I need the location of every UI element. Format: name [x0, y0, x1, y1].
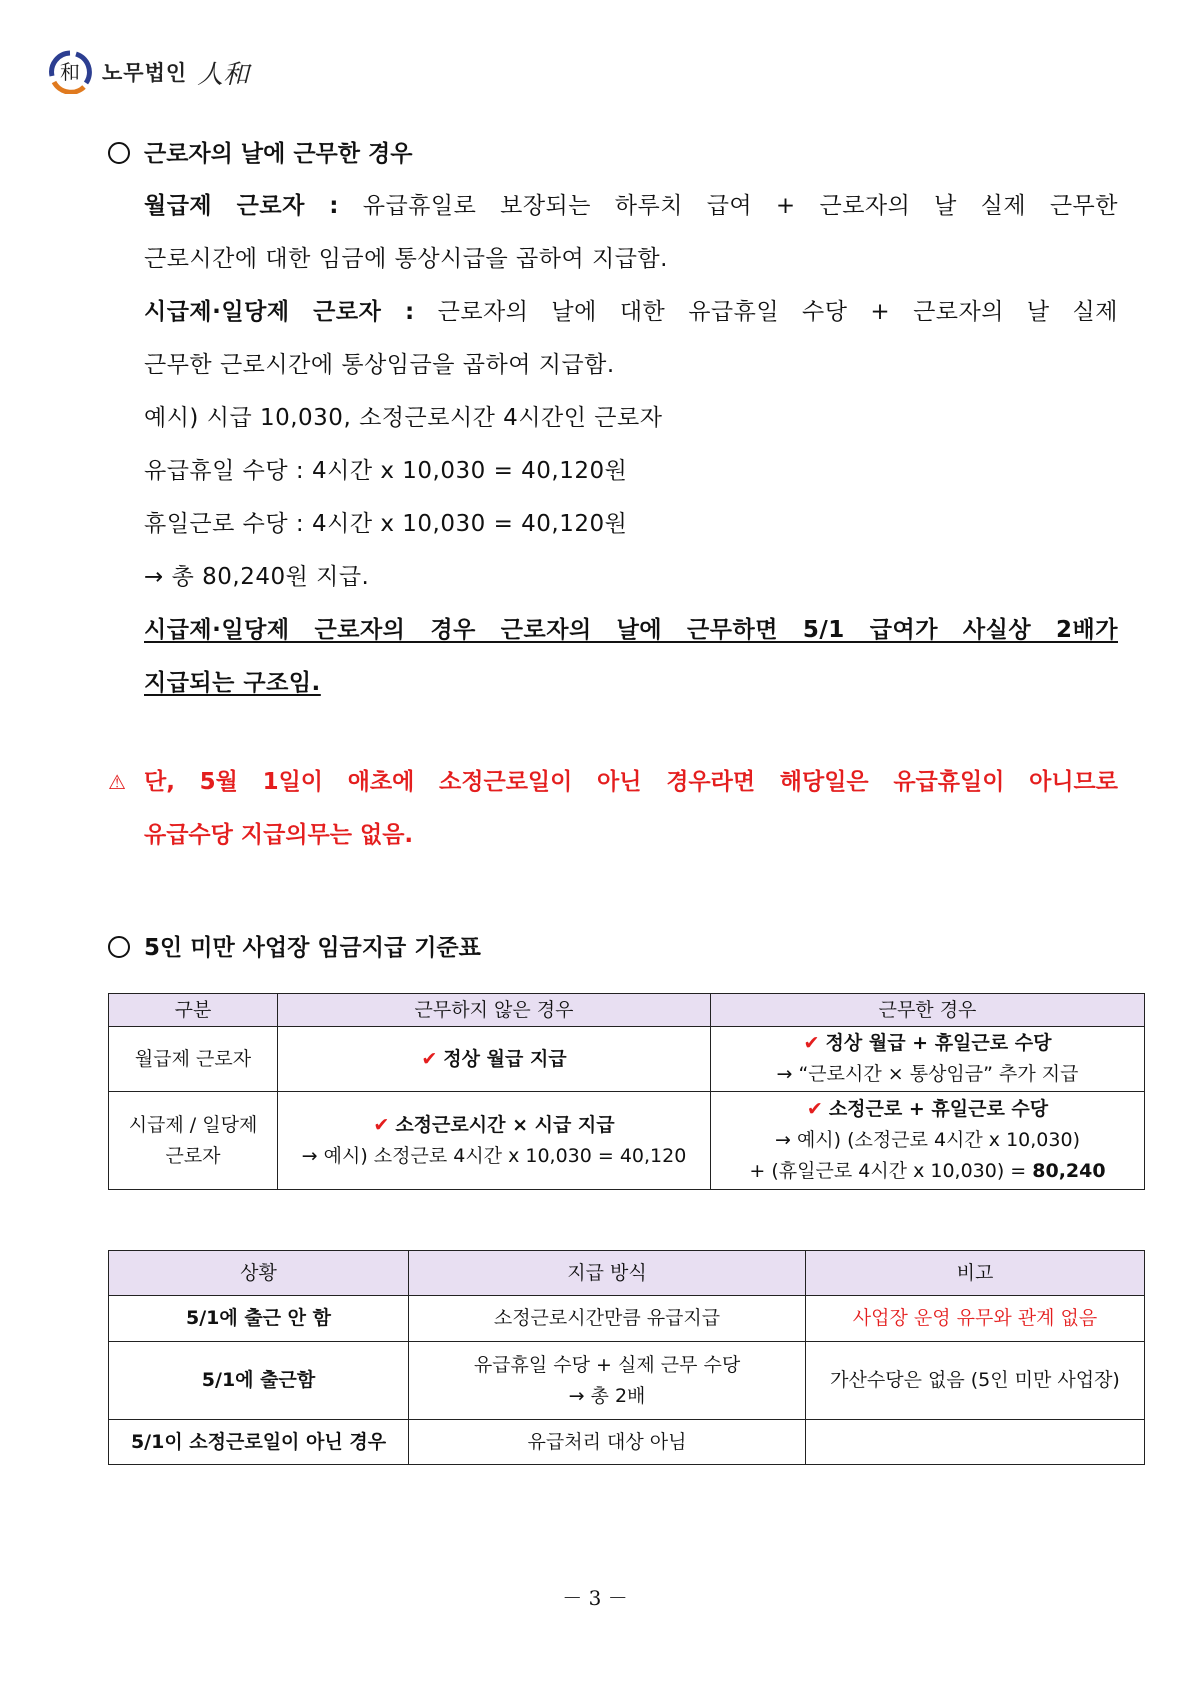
warning-block — [108, 756, 1118, 862]
row-label: 월급제 근로자 — [109, 1027, 278, 1092]
situation-table — [108, 1250, 1145, 1465]
check-icon: ✔ — [373, 1113, 390, 1136]
calc-line-1: 유급휴일 수당 : 4시간 x 10,030 = 40,120원 — [144, 458, 628, 484]
company-logo-icon — [48, 50, 92, 94]
circle-bullet-icon — [108, 142, 130, 164]
check-icon: ✔ — [421, 1047, 438, 1070]
row-label: 시급제 / 일당제 근로자 — [109, 1092, 278, 1190]
warning-icon: ⚠ — [108, 770, 126, 794]
method-cell: 소정근로시간만큼 유급지급 — [409, 1296, 806, 1342]
monthly-worker-line-2: 근로시간에 대한 임금에 통상시급을 곱하여 지급함. — [144, 246, 668, 272]
table-cell: ✔ 정상 월급 + 휴일근로 수당 → “근로시간 × 통상임금” 추가 지급 — [711, 1027, 1145, 1092]
situation-cell: 5/1에 출근 안 함 — [109, 1296, 409, 1342]
hourly-worker-line: 시급제·일당제 근로자 : 근로자의 날에 대한 유급휴일 수당 + 근로자의 날 실제 — [144, 299, 1118, 325]
table-row — [109, 1027, 1145, 1092]
table-cell: ✔ 소정근로시간 × 시급 지급 → 예시) 소정근로 4시간 x 10,030 = 40,120 — [278, 1092, 711, 1190]
table-cell: ✔ 소정근로 + 휴일근로 수당 → 예시) (소정근로 4시간 x 10,030) + (휴일근로 4시간 x 10,030) = 80,240 — [711, 1092, 1145, 1190]
brand-name-hanja: 人和 — [197, 59, 250, 90]
warning-line-2: 유급수당 지급의무는 없음. — [144, 822, 414, 848]
method-cell: 유급휴일 수당 + 실제 근무 수당 → 총 2배 — [409, 1342, 806, 1420]
note-line-2: 지급되는 구조임. — [144, 670, 321, 696]
table-cell: ✔ 정상 월급 지급 — [278, 1027, 711, 1092]
wage-standard-table — [108, 993, 1145, 1190]
table-header-cell: 지급 방식 — [409, 1251, 806, 1296]
section1-heading: 근로자의 날에 근무한 경우 — [108, 128, 1118, 180]
table-header-row — [109, 994, 1145, 1027]
section2-heading: 5인 미만 사업장 임금지급 기준표 — [108, 922, 481, 974]
table-row — [109, 1296, 1145, 1342]
note-line-1: 시급제·일당제 근로자의 경우 근로자의 날에 근무하면 5/1 급여가 사실상 2배가 — [144, 617, 1118, 643]
table-row — [109, 1420, 1145, 1465]
page-header — [48, 50, 249, 94]
note-cell: 가산수당은 없음 (5인 미만 사업장) — [806, 1342, 1145, 1420]
table-header-cell: 비고 — [806, 1251, 1145, 1296]
monthly-worker-line: 월급제 근로자 : 유급휴일로 보장되는 하루치 급여 + 근로자의 날 실제 근무한 — [144, 193, 1118, 219]
table-header-cell: 구분 — [109, 994, 278, 1027]
note-cell: 사업장 운영 유무와 관계 없음 — [806, 1296, 1145, 1342]
check-icon: ✔ — [806, 1098, 823, 1120]
note-cell — [806, 1420, 1145, 1465]
calc-line-2: 휴일근로 수당 : 4시간 x 10,030 = 40,120원 — [144, 511, 628, 537]
table-row — [109, 1092, 1145, 1190]
table-row — [109, 1342, 1145, 1420]
table-header-cell: 근무하지 않은 경우 — [278, 994, 711, 1027]
table-header-cell: 근무한 경우 — [711, 994, 1145, 1027]
warning-line-1: ⚠ 단, 5월 1일이 애초에 소정근로일이 아닌 경우라면 해당일은 유급휴일이 아니므로 — [108, 756, 1118, 809]
situation-cell: 5/1이 소정근로일이 아닌 경우 — [109, 1420, 409, 1465]
brand-name: 노무법인 — [102, 61, 188, 85]
table-header-row — [109, 1251, 1145, 1296]
svg-text:和: 和 — [60, 60, 80, 84]
table-header-cell: 상황 — [109, 1251, 409, 1296]
document-body — [108, 128, 1118, 710]
check-icon: ✔ — [803, 1032, 820, 1054]
total-line: → 총 80,240원 지급. — [144, 564, 370, 590]
page-number: － 3 － — [562, 1586, 628, 1610]
circle-bullet-icon — [108, 936, 130, 958]
example-line: 예시) 시급 10,030, 소정근로시간 4시간인 근로자 — [144, 405, 663, 431]
situation-cell: 5/1에 출근함 — [109, 1342, 409, 1420]
method-cell: 유급처리 대상 아님 — [409, 1420, 806, 1465]
hourly-worker-line-2: 근무한 근로시간에 통상임금을 곱하여 지급함. — [144, 352, 615, 378]
